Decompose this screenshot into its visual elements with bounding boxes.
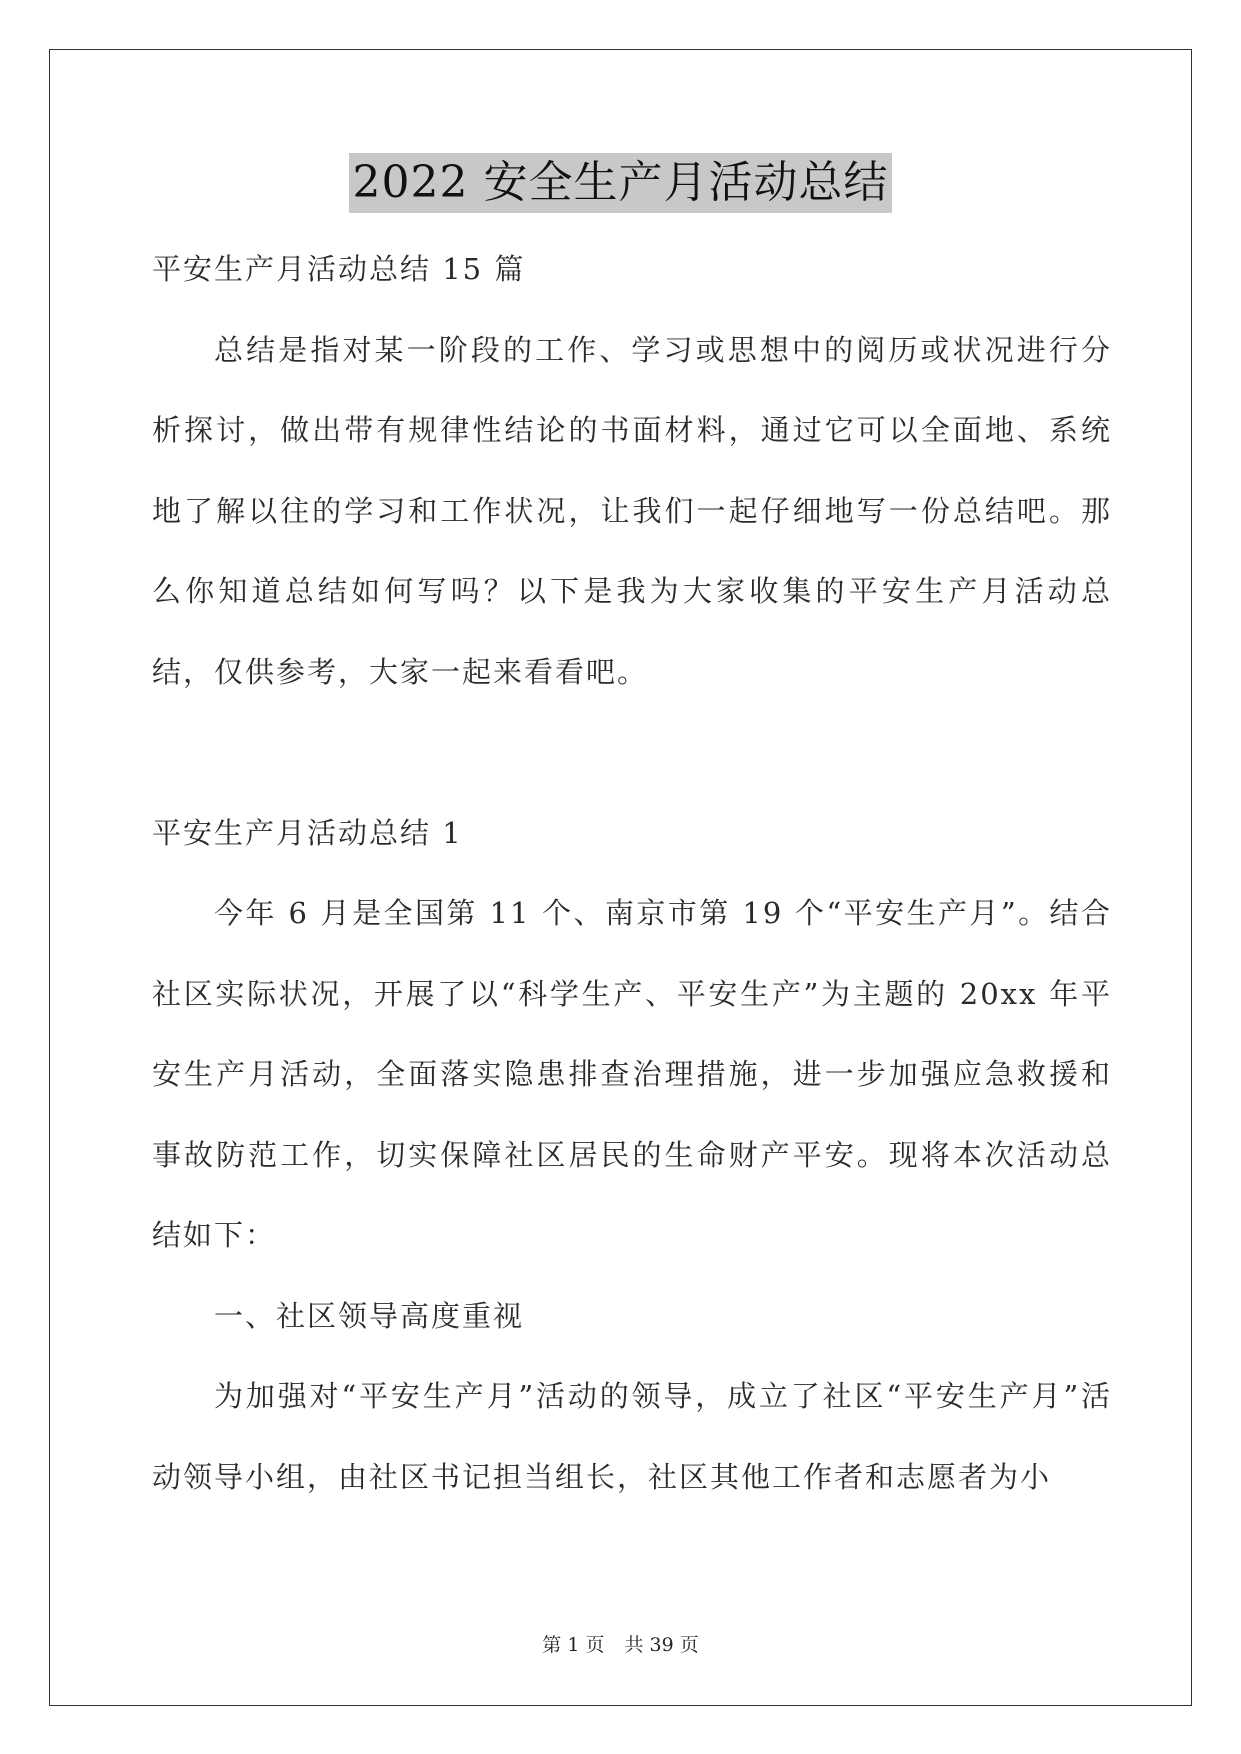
body-paragraph-2: 为加强对“平安生产月”活动的领导，成立了社区“平安生产月”活动领导小组，由社区书记担当组长，社区其他工作者和志愿者为小	[152, 1379, 1112, 1494]
page-number: 第 1 页	[542, 1634, 605, 1656]
page-total: 共 39 页	[624, 1634, 699, 1656]
page-footer	[0, 1630, 1241, 1657]
subheading-1: 一、社区领导高度重视	[214, 1298, 525, 1333]
document-title: 2022 安全生产月活动总结	[349, 153, 893, 213]
document-subtitle: 平安生产月活动总结 15 篇	[152, 252, 526, 286]
blank-line	[152, 712, 1112, 793]
title-container	[0, 153, 1241, 213]
body-paragraph-1: 今年 6 月是全国第 11 个、南京市第 19 个“平安生产月”。结合社区实际状况，开展了以“科学生产、平安生产”为主题的 20xx 年平安生产月活动，全面落实隐患排查治理措施，进一步加强应急救援和事故防范工作，切实保障社区居民的生命财产平安。现将本次活动总结如下：	[152, 896, 1112, 1252]
intro-paragraph: 总结是指对某一阶段的工作、学习或思想中的阅历或状况进行分析探讨，做出带有规律性结论的书面材料，通过它可以全面地、系统地了解以往的学习和工作状况，让我们一起仔细地写一份总结吧。那么你知道总结如何写吗？以下是我为大家收集的平安生产月活动总结，仅供参考，大家一起来看看吧。	[152, 332, 1112, 689]
document-body	[152, 229, 1112, 1517]
section-heading: 平安生产月活动总结 1	[152, 815, 463, 850]
